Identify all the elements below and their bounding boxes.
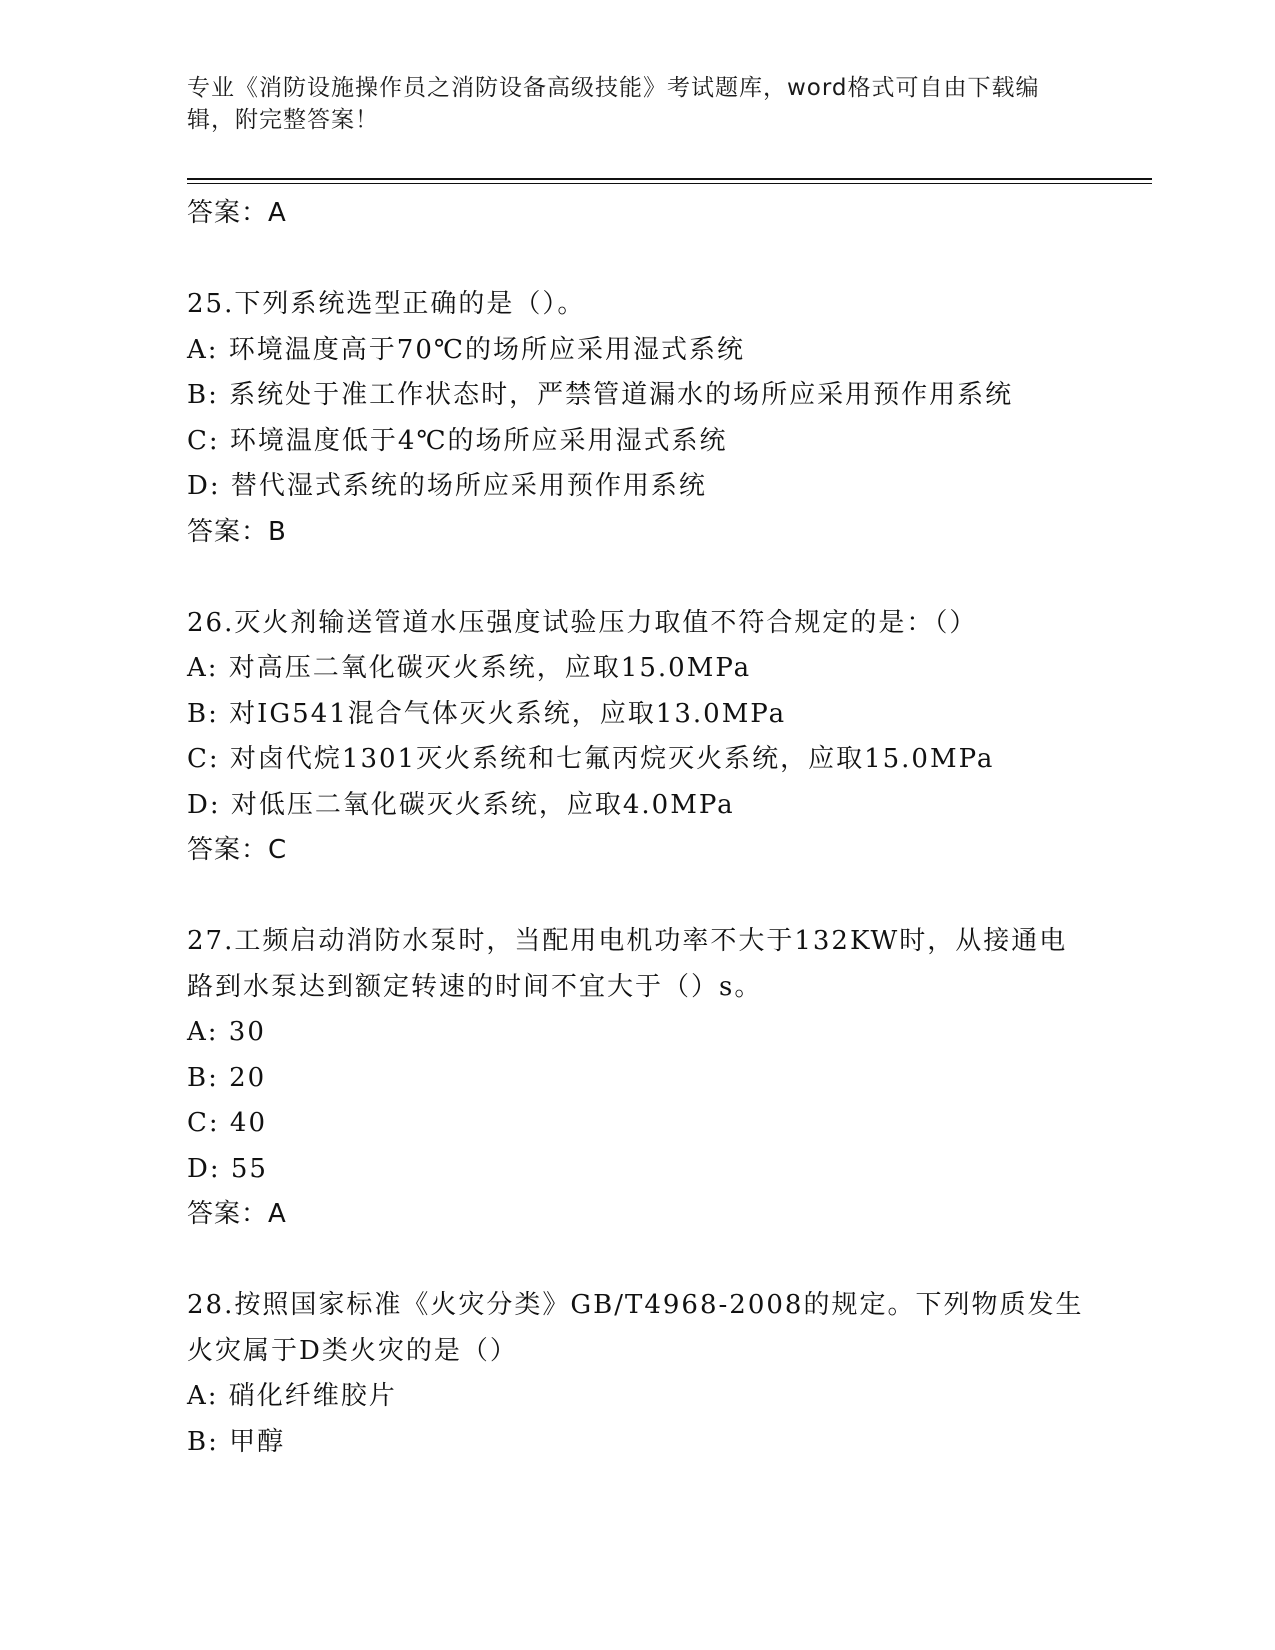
option-a: A: 环境温度高于70℃的场所应采用湿式系统 [187,334,745,365]
option-b: B: 系统处于准工作状态时，严禁管道漏水的场所应采用预作用系统 [187,380,1014,410]
answer-line [187,828,1152,874]
option-a: A: 硝化纤维胶片 [187,1381,397,1411]
option-c: C: 环境温度低于4℃的场所应采用湿式系统 [187,425,728,456]
answer-line [187,510,1152,556]
question-text: 28.按照国家标准《火灾分类》GB/T4968-2008的规定。下列物质发生火灾属于D类火灾的是（） [187,1290,1084,1366]
answer-label: 答案： [187,835,269,865]
option-d: D: 对低压二氧化碳灭火系统，应取4.0MPa [187,789,735,820]
question-text: 25.下列系统选型正确的是（）。 [187,289,586,319]
answer-line [187,1192,1152,1238]
option-b: B: 20 [187,1062,267,1093]
document-intro: 专业《消防设施操作员之消防设备高级技能》考试题库，word格式可自由下载编辑，附完整答案！ [187,75,1040,133]
option-c: C: 40 [187,1108,268,1138]
answer-label: 答案： [187,198,269,228]
option-c: C: 对卤代烷1301灭火系统和七氟丙烷灭火系统，应取15.0MPa [187,744,995,774]
option-a: A: 对高压二氧化碳灭火系统，应取15.0MPa [187,653,752,683]
spacer [187,555,1152,601]
option-d: D: 替代湿式系统的场所应采用预作用系统 [187,471,707,501]
answer-value: B [268,516,287,547]
option-b: B: 甲醇 [187,1426,286,1457]
answer-value: A [268,198,287,228]
answer-label: 答案： [187,516,269,547]
answer-line [187,191,1152,237]
answer-label: 答案： [187,1199,269,1229]
question-list [187,191,1152,1465]
header-divider-thick [187,178,1152,180]
option-a: A: 30 [187,1017,266,1047]
spacer [187,1238,1152,1284]
header-divider-thin [187,183,1152,184]
option-d: D: 55 [187,1153,268,1184]
spacer [187,874,1152,920]
answer-value: C [268,835,288,865]
spacer [187,237,1152,283]
option-b: B: 对IG541混合气体灭火系统，应取13.0MPa [187,698,787,729]
question-text: 26.灭火剂输送管道水压强度试验压力取值不符合规定的是：（） [187,607,978,638]
question-text: 27.工频启动消防水泵时，当配用电机功率不大于132KW时，从接通电路到水泵达到额定转速的时间不宜大于（）s。 [187,926,1068,1002]
answer-value: A [268,1199,287,1229]
